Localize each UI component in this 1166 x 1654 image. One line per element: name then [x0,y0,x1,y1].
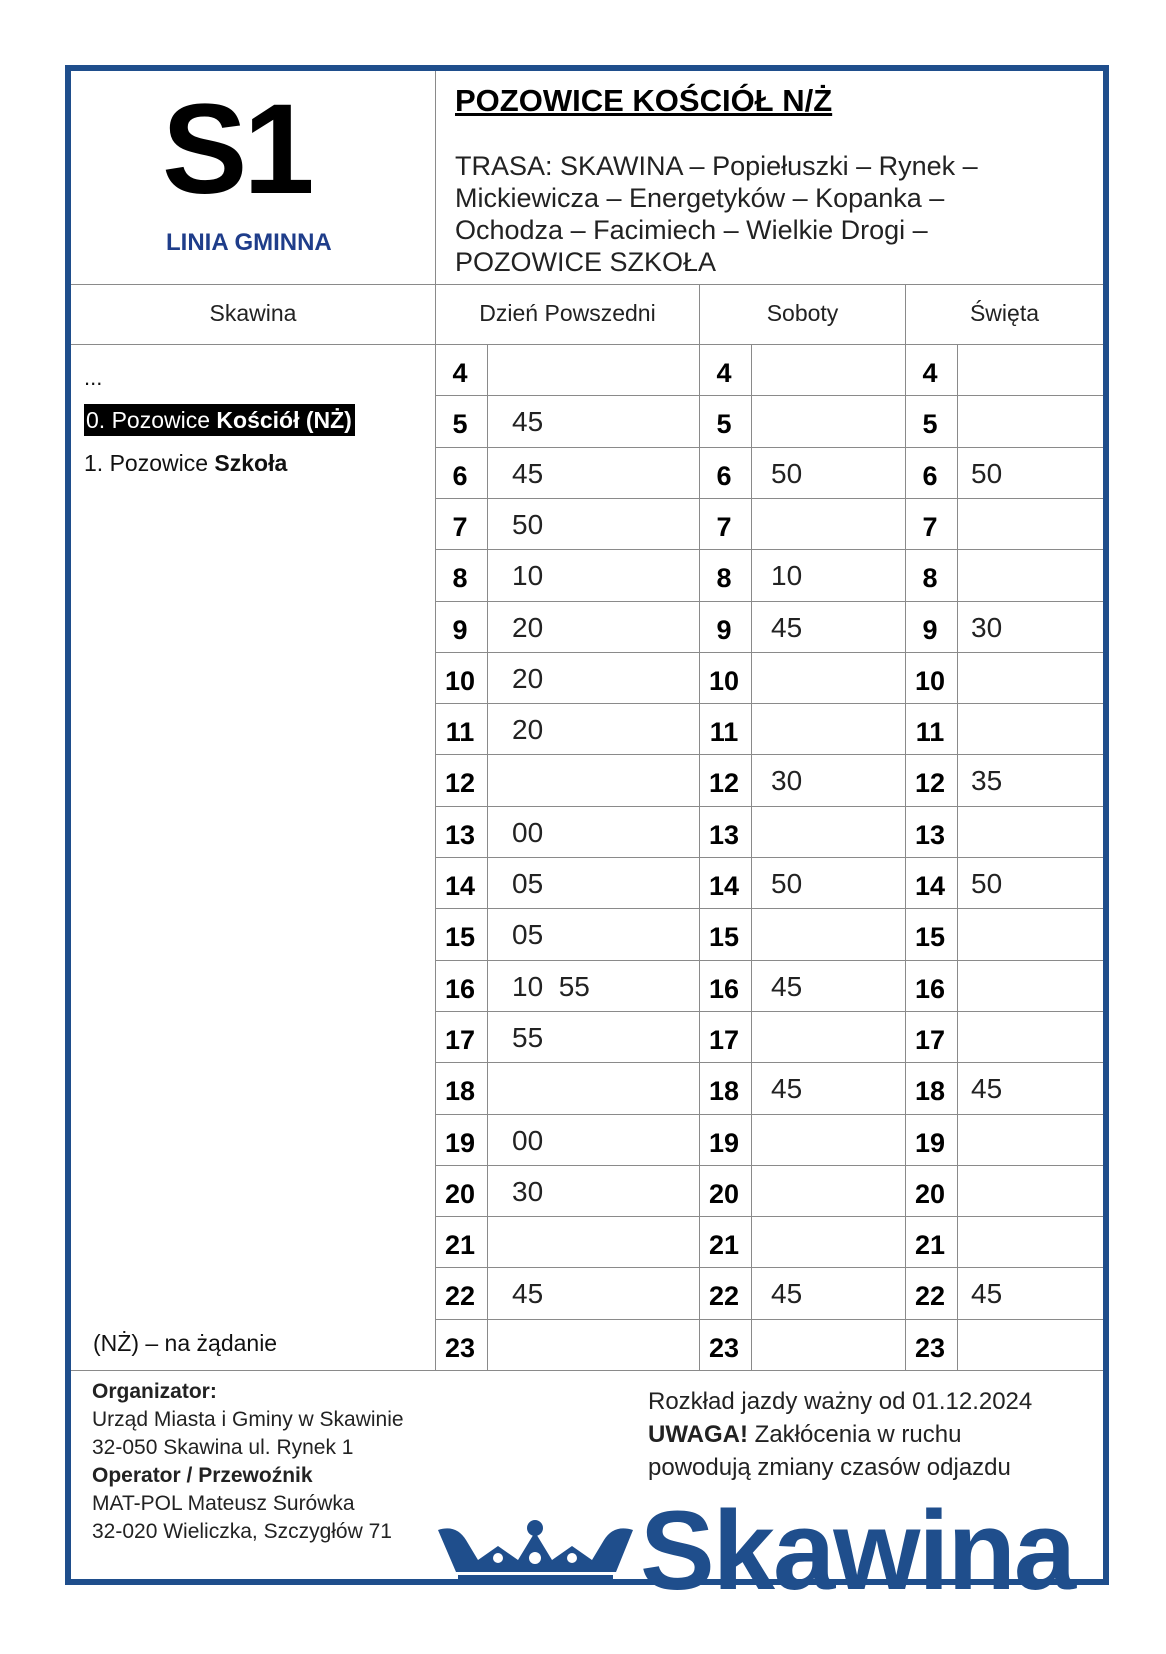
hour-cell-weekday: 11 [445,717,475,748]
minutes-cell-holiday: 50 [971,868,1003,899]
hour-cell-weekday: 4 [452,358,468,388]
stop-next [84,447,287,479]
hour-cell-weekday: 9 [452,614,468,645]
operator-address: 32-020 Wieliczka, Szczygłów 71 [92,1520,392,1543]
minutes-cell-saturday: 30 [771,765,803,797]
valid-from: Rozkład jazdy ważny od 01.12.2024 [648,1388,1033,1415]
hour-cell-weekday: 12 [444,768,476,799]
hour-cell-saturday: 22 [708,1281,740,1312]
hour-cell-saturday: 16 [708,973,740,1004]
route-line: POZOWICE SZKOŁA [455,247,717,277]
column-header-divider [71,344,1103,345]
operator-name: MAT-POL Mateusz Surówka [92,1492,355,1515]
row-divider [436,960,1103,961]
hour-cell-weekday: 19 [444,1127,476,1158]
warning-label: UWAGA! [648,1421,748,1448]
hour-cell-saturday: 7 [716,511,732,542]
stop-title: POZOWICE KOŚCIÓŁ N/Ż [455,83,833,118]
minutes-cell-saturday: 50 [771,457,803,489]
warning-text-line2: powodują zmiany czasów odjazdu [648,1454,1011,1481]
hour-cell-saturday: 21 [708,1230,740,1261]
hour-cell-weekday: 23 [444,1332,476,1363]
row-divider [436,498,1103,499]
hour-cell-weekday: 10 [444,665,476,696]
hour-cell-saturday: 18 [708,1076,740,1107]
hour-cell-saturday: 12 [708,768,740,799]
hour-cell-saturday: 15 [708,922,740,953]
hour-cell-saturday: 9 [716,614,732,645]
minutes-cell-saturday: 45 [771,970,803,1002]
minutes-cell-weekday: 20 [512,714,544,746]
minutes-cell-weekday: 00 [512,1124,544,1156]
row-divider [436,908,1103,909]
stops-ellipsis: ... [84,365,103,390]
hour-cell-holiday: 10 [914,665,946,696]
hour-cell-holiday: 19 [914,1127,946,1158]
column-header-saturday: Soboty [766,300,839,326]
hour-cell-holiday: 6 [922,460,938,491]
column-header-holiday: Święta [969,300,1040,326]
row-divider [436,395,1103,396]
hour-cell-weekday: 20 [444,1178,476,1209]
row-divider [436,1062,1103,1063]
row-divider [436,754,1103,755]
hour-cell-holiday: 4 [922,358,938,388]
minutes-cell-weekday: 55 [512,1021,544,1053]
minutes-cell-holiday: 45 [971,1278,1003,1310]
hour-cell-holiday: 11 [915,717,945,748]
row-divider [436,857,1103,858]
minutes-cell-saturday: 10 [771,560,803,592]
hour-cell-holiday: 5 [922,409,938,440]
hour-cell-weekday: 8 [452,563,468,594]
column-header-weekday: Dzień Powszedni [479,300,656,326]
row-divider [436,652,1103,653]
hour-cell-weekday: 18 [444,1076,476,1107]
hour-cell-saturday: 13 [708,819,740,850]
hour-cell-weekday: 17 [444,1024,476,1055]
hour-cell-weekday: 22 [444,1281,476,1312]
row-divider [436,1216,1103,1217]
row-divider [436,1319,1103,1320]
hour-cell-holiday: 15 [914,922,946,953]
minutes-cell-weekday: 00 [512,816,544,848]
crown-logo-icon [438,1520,633,1584]
hour-cell-weekday: 16 [444,973,476,1004]
hour-cell-saturday: 20 [708,1178,740,1209]
hour-cell-saturday: 11 [709,717,739,748]
row-divider [436,549,1103,550]
stop-prefix: 0. Pozowice [86,407,217,433]
row-divider [436,806,1103,807]
hour-cell-weekday: 7 [452,511,468,542]
hour-cell-weekday: 15 [444,922,476,953]
line-number: S1 [162,78,311,221]
hour-cell-saturday: 19 [708,1127,740,1158]
minutes-cell-holiday: 50 [971,457,1003,489]
warning-text: Zakłócenia w ruchu [747,1421,962,1448]
row-divider [436,703,1103,704]
hour-cell-holiday: 14 [914,871,946,901]
hour-cell-saturday: 17 [708,1024,740,1055]
row-divider [436,1165,1103,1166]
hour-cell-holiday: 13 [914,819,946,850]
hour-cell-holiday: 20 [914,1178,946,1209]
row-divider [436,1114,1103,1115]
stop-current [84,404,355,436]
row-divider [436,601,1103,602]
hour-cell-saturday: 4 [716,358,732,388]
stop-name: Szkoła [214,450,288,476]
hour-cell-saturday: 5 [716,409,732,440]
footer-divider [71,1370,1103,1371]
hour-cell-holiday: 23 [914,1332,946,1363]
hour-cell-holiday: 21 [914,1230,946,1261]
minutes-cell-weekday: 20 [512,662,544,694]
route-description [455,150,1055,278]
header-divider [71,284,1103,285]
minutes-cell-weekday: 45 [512,457,544,489]
hour-cell-saturday: 6 [716,460,732,491]
minutes-cell-weekday: 30 [512,1175,544,1207]
organizer-info [92,1378,404,1546]
minutes-cell-saturday: 50 [771,868,803,899]
hour-cell-holiday: 16 [914,973,946,1004]
operator-label: Operator / Przewoźnik [92,1464,313,1487]
hour-cell-weekday: 13 [444,819,476,850]
minutes-cell-weekday: 05 [512,868,544,899]
minutes-cell-saturday: 45 [771,1073,803,1105]
hour-cell-saturday: 8 [716,563,732,594]
line-type: LINIA GMINNA [166,229,332,256]
hour-cell-holiday: 17 [914,1024,946,1055]
route-line: Mickiewicza – Energetyków – Kopanka – [455,183,945,213]
minutes-cell-weekday: 20 [512,611,544,643]
minutes-cell-weekday: 50 [512,508,544,540]
hour-cell-weekday: 6 [452,460,468,491]
hour-cell-holiday: 22 [914,1281,946,1312]
hour-cell-holiday: 9 [922,614,938,645]
hour-cell-holiday: 18 [914,1076,946,1107]
hour-cell-saturday: 10 [708,665,740,696]
organizer-address: 32-050 Skawina ul. Rynek 1 [92,1436,354,1459]
minutes-cell-weekday: 10 [512,560,544,592]
minutes-cell-weekday: 45 [512,406,544,438]
organizer-label: Organizator: [92,1380,217,1403]
hour-cell-weekday: 5 [452,409,468,440]
minutes-cell-saturday: 45 [771,611,803,643]
stop-prefix: 1. Pozowice [84,450,215,476]
column-header-stops: Skawina [209,300,297,326]
organizer-name: Urząd Miasta i Gminy w Skawinie [92,1408,404,1431]
minutes-cell-holiday: 35 [971,765,1003,797]
stop-name: Kościół (NŻ) [216,407,352,433]
minutes-cell-holiday: 45 [971,1073,1003,1105]
hour-cell-weekday: 21 [444,1230,476,1261]
hour-cell-saturday: 23 [708,1332,740,1363]
route-line: TRASA: SKAWINA – Popiełuszki – Rynek – [455,151,978,181]
hour-cell-holiday: 12 [914,768,946,799]
route-line: Ochodza – Facimiech – Wielkie Drogi – [455,215,928,245]
minutes-cell-weekday: 05 [512,919,544,951]
validity-notice [648,1385,1032,1484]
minutes-cell-saturday: 45 [771,1278,803,1310]
row-divider [436,447,1103,448]
minutes-cell-weekday: 10 55 [512,970,590,1002]
minutes-cell-holiday: 30 [971,611,1003,643]
row-divider [436,1267,1103,1268]
row-divider [436,1011,1103,1012]
hour-cell-weekday: 14 [444,871,476,901]
minutes-cell-weekday: 45 [512,1278,544,1310]
skawina-logo-text: Skawina [640,1488,1075,1613]
request-stop-legend: (NŻ) – na żądanie [93,1330,278,1356]
hour-cell-saturday: 14 [708,871,740,901]
hour-cell-holiday: 8 [922,563,938,594]
hour-cell-holiday: 7 [922,511,938,542]
